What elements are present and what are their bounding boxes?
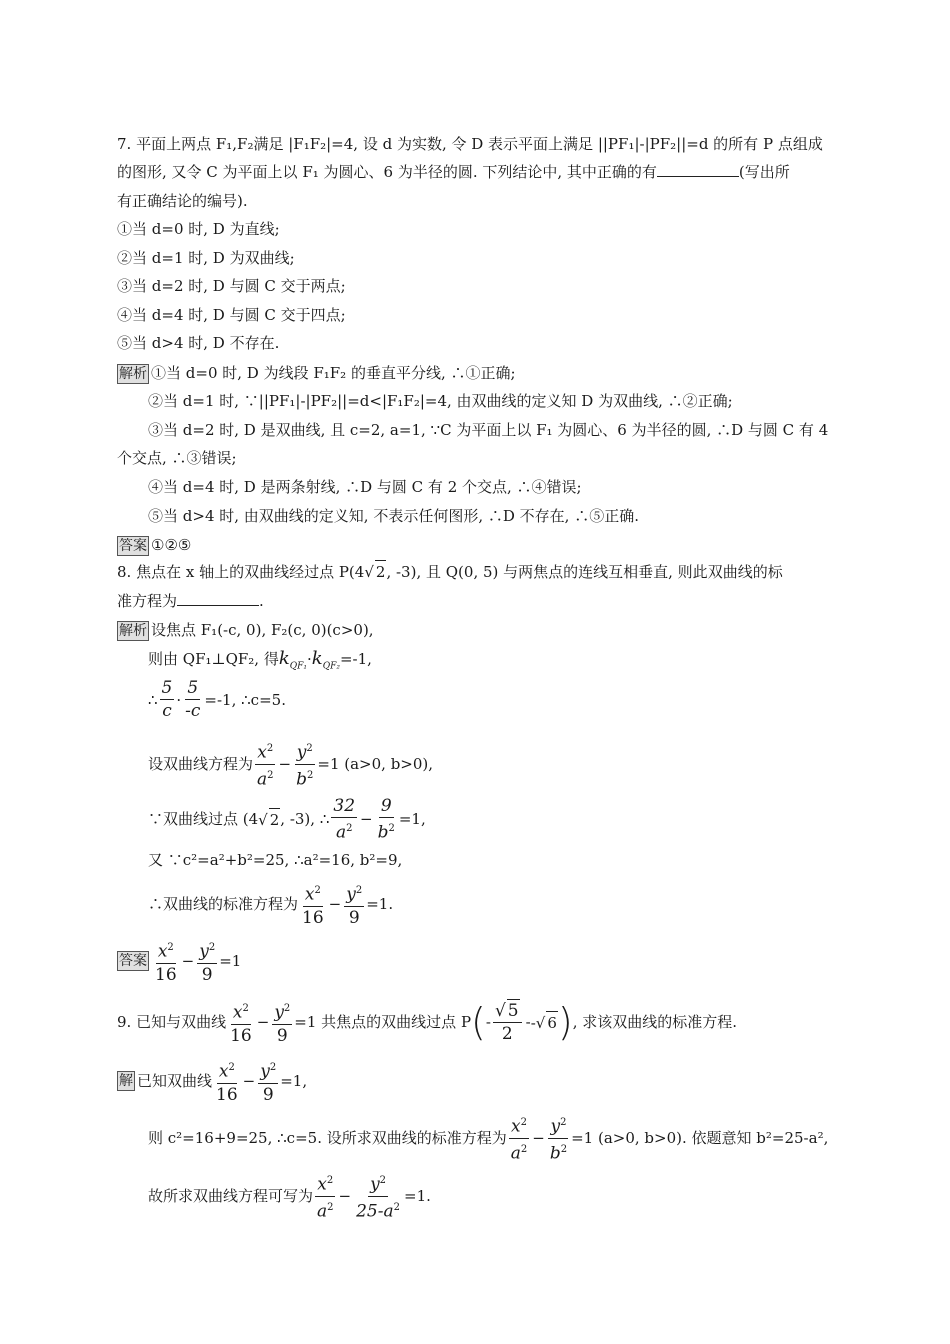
frac-num	[315, 1170, 335, 1197]
x-var: x	[232, 1002, 243, 1023]
frac-num	[303, 880, 323, 907]
y-var: y	[370, 1174, 380, 1195]
a-var: a	[257, 769, 268, 790]
frac-x2-over-16	[300, 880, 326, 929]
frac-num	[258, 1057, 278, 1084]
q8-answer-line	[117, 937, 241, 986]
exp-2: 2	[355, 885, 363, 896]
frac-num: 9	[380, 796, 392, 816]
q8-answer-blank	[177, 591, 259, 606]
minus-operator: −	[532, 1129, 545, 1148]
frac-den: 9	[348, 907, 360, 928]
exp-2: 2	[346, 823, 353, 834]
x-var: x	[157, 941, 168, 962]
q8-s4-row	[148, 738, 433, 790]
exp-2: 2	[228, 1062, 235, 1073]
frac-den: 9	[262, 1084, 274, 1105]
frac-x2-over-16	[214, 1057, 240, 1106]
q8-solution-line6: 又 ∵c²=a²+b²=25, ∴a²=16, b²=9,	[148, 851, 403, 869]
q8-s3-row	[148, 677, 286, 722]
frac-num	[217, 1057, 237, 1084]
exp-2: 2	[560, 1143, 568, 1155]
minus-operator: −	[338, 1187, 352, 1206]
frac-y2-over-9	[197, 937, 217, 986]
frac-den	[376, 818, 397, 844]
x-var: x	[218, 1061, 229, 1082]
a-var: a	[335, 822, 347, 843]
den-25-minus-a: 25-a	[356, 1201, 394, 1222]
exp-2: 2	[266, 743, 274, 754]
frac-num	[156, 937, 176, 964]
a-var: a	[510, 1143, 521, 1164]
exp-2: 2	[393, 1201, 400, 1213]
q8-stem-line2	[117, 590, 264, 612]
q7-answer-blank	[657, 162, 739, 177]
q8-s7b: =1.	[366, 895, 394, 914]
q8-stem-radicand: 2	[375, 560, 387, 583]
neg-sign: -	[525, 1013, 531, 1032]
exp-2: 2	[283, 1003, 291, 1014]
frac-num: 5	[161, 678, 173, 698]
q7-stem-line2	[117, 161, 790, 183]
q7-stem-line3: 有正确结论的编号).	[117, 192, 248, 210]
y-var: y	[199, 941, 209, 962]
q9-solution-line3	[148, 1170, 431, 1222]
q9-stem-b: =1 共焦点的双曲线过点 P	[294, 1013, 472, 1032]
minus-operator: −	[278, 755, 292, 774]
frac-num	[272, 998, 292, 1025]
exp-2: 2	[269, 1062, 277, 1073]
frac-num	[295, 738, 315, 765]
q8-jiexi-tag: 解析	[119, 623, 147, 639]
x-var: x	[317, 1174, 327, 1195]
q8-stem-line1	[117, 560, 783, 583]
q8-answer-row	[117, 937, 241, 986]
q8-solution-line3	[148, 677, 286, 722]
frac-sqrt5-over-2	[493, 999, 522, 1045]
q7-jiexi-tag: 解析	[119, 366, 147, 382]
q8-s3b: =-1, ∴c=5.	[204, 690, 286, 709]
q8-s5b: , -3), ∴	[280, 810, 330, 829]
q9-stem-c: , 求该双曲线的标准方程.	[572, 1013, 738, 1032]
frac-den: 9	[276, 1025, 288, 1046]
frac-den	[255, 765, 276, 791]
q9-stem-row	[117, 998, 737, 1047]
exp-2: 2	[326, 1175, 334, 1186]
q7-option-2: ②当 d=1 时, D 为双曲线;	[117, 249, 295, 267]
frac-9-over-b2	[376, 795, 397, 844]
q8-s5c: =1,	[398, 810, 426, 829]
q8-s2a: 则由 QF₁⊥QF₂, 得	[148, 650, 279, 668]
k-letter: k	[278, 648, 290, 669]
q8-stem1b: , -3), 且 Q(0, 5) 与两焦点的连线互相垂直, 则此双曲线的标	[386, 563, 783, 581]
q8-stem1a: 8. 焦点在 x 轴上的双曲线经过点 P(4	[117, 563, 365, 581]
frac-den	[294, 765, 315, 791]
frac-den: 16	[302, 907, 324, 928]
q8-solution-line4	[148, 738, 433, 790]
q8-stem2b: .	[259, 592, 264, 610]
q9-s3a: 故所求双曲线方程可写为	[148, 1187, 314, 1206]
q9-stem-a: 9. 已知与双曲线	[117, 1013, 227, 1032]
frac-y2-over-9	[272, 998, 292, 1047]
q9-jie-tag: 解	[119, 1073, 133, 1090]
q7-option-4: ④当 d=4 时, D 与圆 C 交于四点;	[117, 306, 346, 324]
q8-solution-line5	[148, 795, 426, 844]
q7-solution-line5: ⑤当 d>4 时, 由双曲线的定义知, 不表示任何图形, ∴D 不存在, ∴⑤正确.	[148, 507, 639, 525]
frac-y2-over-9	[344, 880, 364, 929]
frac-5-over-neg-c	[183, 677, 202, 722]
q8-answer-tail: =1	[219, 952, 242, 971]
q9-s2-row	[148, 1112, 828, 1164]
q8-s5-row	[148, 795, 426, 844]
exp-2: 2	[379, 1175, 387, 1186]
frac-num	[255, 738, 275, 765]
frac-y2-over-b2	[548, 1112, 569, 1164]
q7-solution-line3: ③当 d=2 时, D 是双曲线, 且 c=2, a=1, ∵C 为平面上以 F₁ 为圆心、6 为半径的圆, ∴D 与圆 C 有 4	[148, 421, 829, 439]
exp-2: 2	[242, 1003, 249, 1014]
a-var: a	[317, 1201, 328, 1222]
dot-operator: ·	[176, 690, 182, 709]
frac-den	[354, 1197, 402, 1223]
q7-solution-line3b: 个交点, ∴③错误;	[117, 449, 237, 467]
minus-operator: −	[328, 895, 342, 914]
sqrt-symbol: √ 2	[364, 563, 386, 581]
exp-2: 2	[327, 1201, 334, 1213]
b-var: b	[296, 769, 307, 790]
q9-s2b: =1 (a>0, b>0). 依题意知 b²=25-a²,	[571, 1129, 829, 1148]
q7-solution-line2: ②当 d=1 时, ∵||PF₁|-|PF₂||=d<|F₁F₂|=4, 由双曲线的定义知 D 为双曲线, ∴②正确;	[148, 392, 733, 410]
minus-operator: −	[181, 952, 195, 971]
q7-option-3: ③当 d=2 时, D 与圆 C 交于两点;	[117, 277, 346, 295]
exp-2: 2	[306, 743, 313, 754]
frac-x2-over-16	[153, 937, 179, 986]
exp-2: 2	[267, 769, 274, 781]
exp-2: 2	[167, 942, 174, 953]
frac-num	[509, 1112, 529, 1139]
q7-option-5: ⑤当 d>4 时, D 不存在.	[117, 334, 280, 352]
exp-2: 2	[307, 769, 314, 781]
frac-den	[315, 1197, 336, 1223]
b-var: b	[549, 1143, 561, 1164]
q9-stem-line	[117, 998, 737, 1047]
q8-solution-line7	[148, 880, 393, 929]
q9-s3b: =1.	[404, 1187, 431, 1206]
q8-s5a: ∵双曲线过点 (4	[148, 810, 259, 829]
k-letter: k	[311, 648, 323, 669]
exp-2: 2	[560, 1117, 567, 1128]
q7-solution-line4: ④当 d=4 时, D 是两条射线, ∴D 与圆 C 有 2 个交点, ∴④错误;	[148, 478, 582, 496]
q9-s2a: 则 c²=16+9=25, ∴c=5. 设所求双曲线的标准方程为	[148, 1129, 507, 1148]
q9-solution-line2	[148, 1112, 828, 1164]
sqrt-symbol: √ 2	[258, 808, 280, 831]
frac-y2-over-25-minus-a2	[354, 1170, 402, 1222]
frac-x2-over-16	[228, 998, 254, 1047]
frac-num	[368, 1170, 388, 1197]
y-var: y	[346, 884, 356, 905]
radicand: 6	[546, 1011, 558, 1034]
neg-sign: -	[485, 1013, 491, 1032]
y-var: y	[260, 1061, 270, 1082]
exp-2: 2	[314, 885, 321, 896]
q8-s7-row	[148, 880, 393, 929]
radicand: 5	[507, 1001, 519, 1022]
frac-y2-over-9	[258, 1057, 278, 1106]
q7-option-1: ①当 d=0 时, D 为直线;	[117, 220, 280, 238]
frac-den	[548, 1139, 569, 1165]
therefore-symbol: ∴	[148, 690, 158, 709]
frac-num	[231, 998, 251, 1025]
frac-den: 16	[230, 1025, 252, 1046]
frac-den	[509, 1139, 530, 1165]
b-var: b	[377, 822, 389, 843]
q9-s1b: =1,	[280, 1072, 308, 1091]
q8-s7a: ∴双曲线的标准方程为	[148, 895, 299, 914]
minus-operator: −	[360, 810, 373, 829]
frac-den: 9	[201, 964, 213, 985]
minus-operator: −	[242, 1072, 256, 1091]
q8-s1: 设焦点 F₁(-c, 0), F₂(c, 0)(c>0),	[151, 621, 374, 639]
frac-5-over-c	[160, 677, 175, 722]
frac-den: c	[162, 701, 172, 721]
frac-num	[344, 880, 364, 907]
q7-sol1-text: ①当 d=0 时, D 为线段 F₁F₂ 的垂直平分线, ∴①正确;	[151, 364, 516, 382]
q8-k1	[278, 648, 308, 672]
q8-s4a: 设双曲线方程为	[148, 755, 254, 774]
q8-solution-line2	[148, 648, 372, 678]
q8-k2	[311, 648, 340, 672]
q9-s1a: 已知双曲线	[137, 1072, 213, 1091]
y-var: y	[550, 1116, 561, 1137]
right-paren: )	[557, 1000, 573, 1045]
x-var: x	[304, 884, 315, 905]
q7-answer-line	[117, 534, 191, 556]
k-sub-1: QF₁	[289, 661, 308, 672]
frac-den: 2	[501, 1024, 513, 1045]
q9-s1-row	[117, 1057, 307, 1106]
frac-num: 5	[187, 678, 199, 698]
frac-den	[334, 818, 355, 844]
frac-num: √ 5	[493, 999, 522, 1023]
sqrt-symbol: -√ 6	[531, 1011, 558, 1034]
radicand: 2	[269, 808, 281, 831]
y-var: y	[274, 1002, 284, 1023]
q7-answer-value: ①②⑤	[151, 536, 192, 554]
exp-2: 2	[388, 823, 395, 834]
q7-answer-tag: 答案	[119, 538, 147, 554]
left-paren: (	[471, 1000, 486, 1045]
q8-s2b: =-1,	[339, 650, 372, 668]
q8-s4b: =1 (a>0, b>0),	[317, 755, 434, 774]
x-var: x	[511, 1116, 521, 1137]
frac-y2-over-b2	[294, 738, 315, 790]
frac-x2-over-a2	[315, 1170, 336, 1222]
q8-solution-line1	[117, 619, 374, 641]
frac-den: 16	[216, 1084, 238, 1105]
frac-x2-over-a2	[255, 738, 276, 790]
k-sub-2: QF₂	[322, 661, 340, 672]
exp-2: 2	[520, 1143, 528, 1155]
exp-2: 2	[520, 1117, 527, 1128]
frac-32-over-a2	[331, 795, 357, 844]
x-var: x	[257, 742, 267, 763]
q7-stem-line1: 7. 平面上两点 F₁,F₂满足 |F₁F₂|=4, 设 d 为实数, 令 D 表示平面上满足 ||PF₁|-|PF₂||=d 的所有 P 点组成	[117, 135, 823, 153]
y-var: y	[296, 742, 307, 763]
dot-operator: ·	[307, 650, 312, 668]
q7-stem-line2-text: 的图形, 又令 C 为平面上以 F₁ 为圆心、6 为半径的圆. 下列结论中, 其中正确的有	[117, 163, 657, 181]
frac-x2-over-a2	[509, 1112, 530, 1164]
q8-answer-tag: 答案	[119, 953, 147, 970]
q9-s3-row	[148, 1170, 431, 1222]
exp-2: 2	[208, 942, 216, 953]
q8-stem2a: 准方程为	[117, 592, 178, 610]
q7-stem-line2-tail: (写出所	[738, 163, 790, 181]
frac-num: 32	[333, 796, 356, 816]
frac-den: 16	[155, 964, 177, 985]
frac-num	[548, 1112, 568, 1139]
frac-den: -c	[185, 701, 201, 721]
q7-solution-line1	[117, 362, 516, 384]
q9-solution-line1	[117, 1057, 307, 1106]
minus-operator: −	[256, 1013, 270, 1032]
frac-num	[197, 937, 217, 964]
